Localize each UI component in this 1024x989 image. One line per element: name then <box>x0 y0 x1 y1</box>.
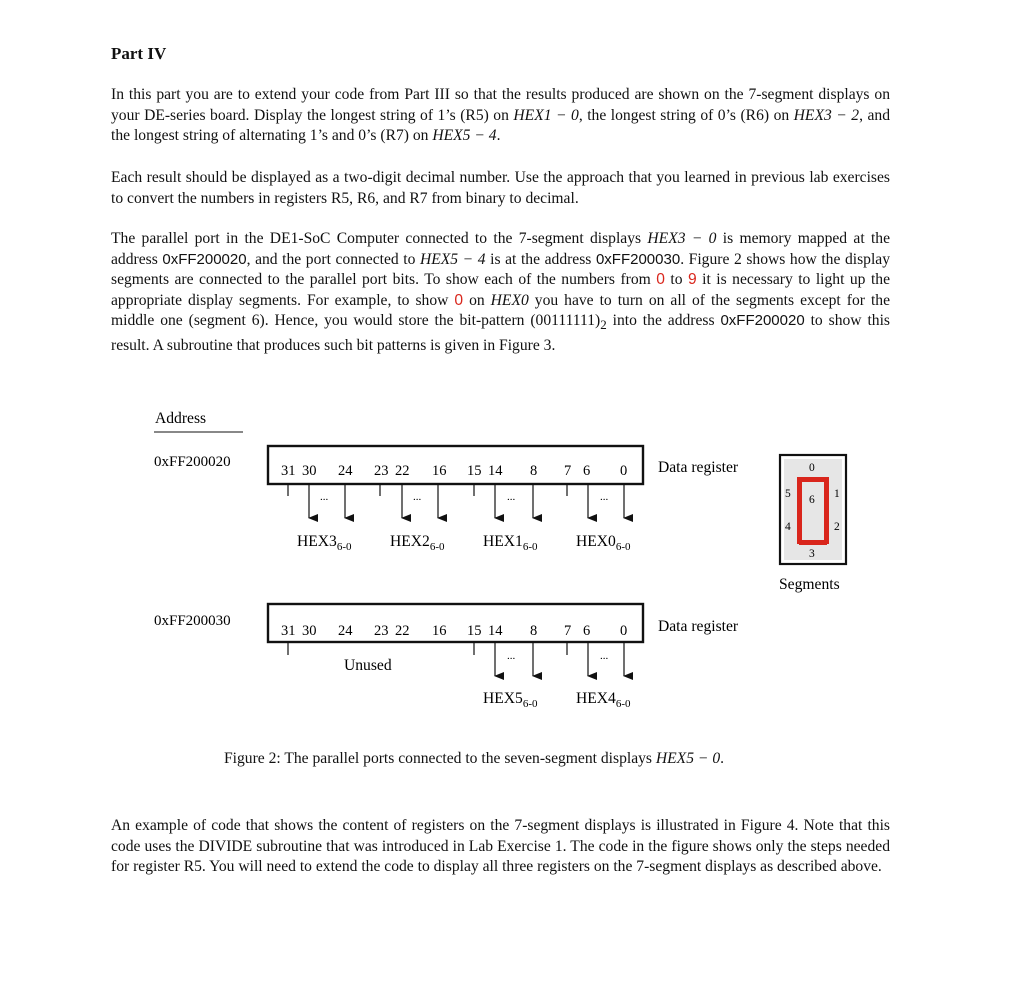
hex-output-label: $HEX1_{6-0}$ <box>483 533 538 553</box>
bit-label: 30 <box>302 623 317 639</box>
bit-arrows <box>288 642 624 676</box>
segment-0 <box>799 477 827 482</box>
text: , and the port connected to <box>246 250 420 268</box>
text: , the longest string of 0’s (R6) on <box>578 106 794 124</box>
hex-output-label: $HEX5_{6-0}$ <box>483 690 538 710</box>
segment-label: 5 <box>785 488 791 500</box>
bit-label: 31 <box>281 623 296 639</box>
ellipsis-marks <box>320 491 609 503</box>
segment-4 <box>797 507 802 544</box>
bit-label: 24 <box>338 463 353 479</box>
bit-label: 7 <box>564 623 572 639</box>
bit-label: 31 <box>281 463 296 479</box>
segment-3 <box>799 540 827 545</box>
figure-caption <box>224 750 724 768</box>
digit-zero: 0 <box>656 271 665 289</box>
hex-label: HEX5 − 4 <box>432 127 497 145</box>
text: , and the longest string of alternating 1’s and 0’s (R7) on <box>111 106 891 145</box>
paragraph-decimal: Each result should be displayed as a two-digit decimal number. Use the approach that you learned in previous lab exercises to convert the numbers in registers R5, R6, and R7 from binary to decimal. <box>111 169 890 207</box>
digit-nine: 9 <box>688 271 697 289</box>
bit-label: 16 <box>432 463 447 479</box>
hex-label: HEX0 <box>490 291 529 309</box>
bit-label: 8 <box>530 463 538 479</box>
segment-1 <box>824 477 829 507</box>
segment-label: 1 <box>834 488 840 500</box>
text: Figure 2: The parallel ports connected to the seven-segment displays <box>224 750 656 767</box>
bit-label: 24 <box>338 623 353 639</box>
address-code: 0xFF200030 <box>595 250 681 268</box>
bit-label: 15 <box>467 463 482 479</box>
segment-label: 4 <box>785 521 791 533</box>
data-register-label: Data register <box>658 459 739 476</box>
text: . <box>496 127 501 145</box>
seven-segment-display <box>780 455 846 564</box>
bit-label: 23 <box>374 463 389 479</box>
bit-label: 14 <box>488 623 503 639</box>
address-code: 0xFF200020 <box>162 250 247 268</box>
text: you have to turn on all of the segments except for the middle one (segment 6). Hence, you would store the bit-pattern (00111111) <box>111 291 890 330</box>
bit-label: 8 <box>530 623 538 639</box>
register-address: 0xFF200030 <box>154 613 231 629</box>
bit-label: 14 <box>488 463 503 479</box>
bit-label: 0 <box>620 463 628 479</box>
text: it is necessary to light up the appropriate display segments. For example, to show <box>111 271 890 309</box>
address-code: 0xFF200020 <box>720 312 805 330</box>
hex-outputs <box>297 533 631 553</box>
bit-label: 22 <box>395 623 410 639</box>
text: . Figure 2 shows how the display segments are connected to the parallel port bits. To show each of the numbers from <box>111 250 891 289</box>
text: is memory mapped at the address <box>111 230 891 268</box>
bit-arrows <box>288 484 624 518</box>
text: The parallel port in the DE1-SoC Computer connected to the 7-segment displays <box>111 230 648 247</box>
text: is at the address <box>485 250 596 268</box>
bit-label: 30 <box>302 463 317 479</box>
hex-output-label: $HEX4_{6-0}$ <box>576 690 631 710</box>
subscript: 2 <box>600 317 607 333</box>
segments-label: Segments <box>779 576 840 593</box>
text: on <box>463 291 491 309</box>
data-register-label: Data register <box>658 618 739 635</box>
hex-label: HEX3 − 2 <box>793 106 860 124</box>
segment-label: 0 <box>809 462 815 474</box>
hex-label: HEX5 − 4 <box>419 250 486 268</box>
ellipsis: ... <box>600 650 609 662</box>
hex-label: HEX1 − 0 <box>513 106 579 124</box>
segment-label: 2 <box>834 521 840 533</box>
bit-label: 15 <box>467 623 482 639</box>
hex-output-label: $HEX2_{6-0}$ <box>390 533 445 553</box>
hex-output-label: $HEX0_{6-0}$ <box>576 533 631 553</box>
hex-output-label: $HEX3_{6-0}$ <box>297 533 352 553</box>
section-heading: Part IV <box>111 44 167 63</box>
text: to <box>664 271 688 289</box>
register-address: 0xFF200020 <box>154 454 231 470</box>
bit-label: 22 <box>395 463 410 479</box>
ellipsis: ... <box>600 491 609 503</box>
ellipsis: ... <box>320 491 329 503</box>
ellipsis: ... <box>507 650 516 662</box>
hex-label: HEX3 − 0 <box>647 230 717 247</box>
bit-label: 6 <box>583 623 591 639</box>
ellipsis: ... <box>507 491 516 503</box>
hex-outputs <box>483 690 631 710</box>
unused-label: Unused <box>344 657 392 674</box>
segment-2 <box>824 507 829 544</box>
address-header: Address <box>155 410 207 427</box>
ellipsis: ... <box>413 491 422 503</box>
segment-label: 6 <box>809 494 815 506</box>
segment-label: 3 <box>809 548 815 560</box>
bit-label: 0 <box>620 623 628 639</box>
text: In this part you are to extend your code from Part III so that the results produced are shown on the 7-segment displays on your DE-series board. Display the longest string of 1’s (R5) on <box>111 86 890 124</box>
digit-zero: 0 <box>454 291 464 309</box>
bit-label: 16 <box>432 623 447 639</box>
text: into the address <box>606 312 721 330</box>
bit-label: 7 <box>564 463 572 479</box>
paragraph-example-code: An example of code that shows the content of registers on the 7-segment displays is illustrated in Figure 4. Note that this code uses the DIVIDE subroutine that was introduced in Lab Exercise 1. The code in the figure shows only the steps needed for register R5. You will need to extend the code to display all three registers on the 7-segment displays as described above. <box>111 817 890 876</box>
text: . <box>720 750 725 767</box>
text: to show this result. A subroutine that produces such bit patterns is given in Figure 3. <box>111 312 890 355</box>
bit-label: 6 <box>583 463 591 479</box>
segment-5 <box>797 477 802 507</box>
bit-label: 23 <box>374 623 389 639</box>
hex-label: HEX5 − 0 <box>655 750 721 767</box>
ellipsis-marks <box>507 650 609 662</box>
